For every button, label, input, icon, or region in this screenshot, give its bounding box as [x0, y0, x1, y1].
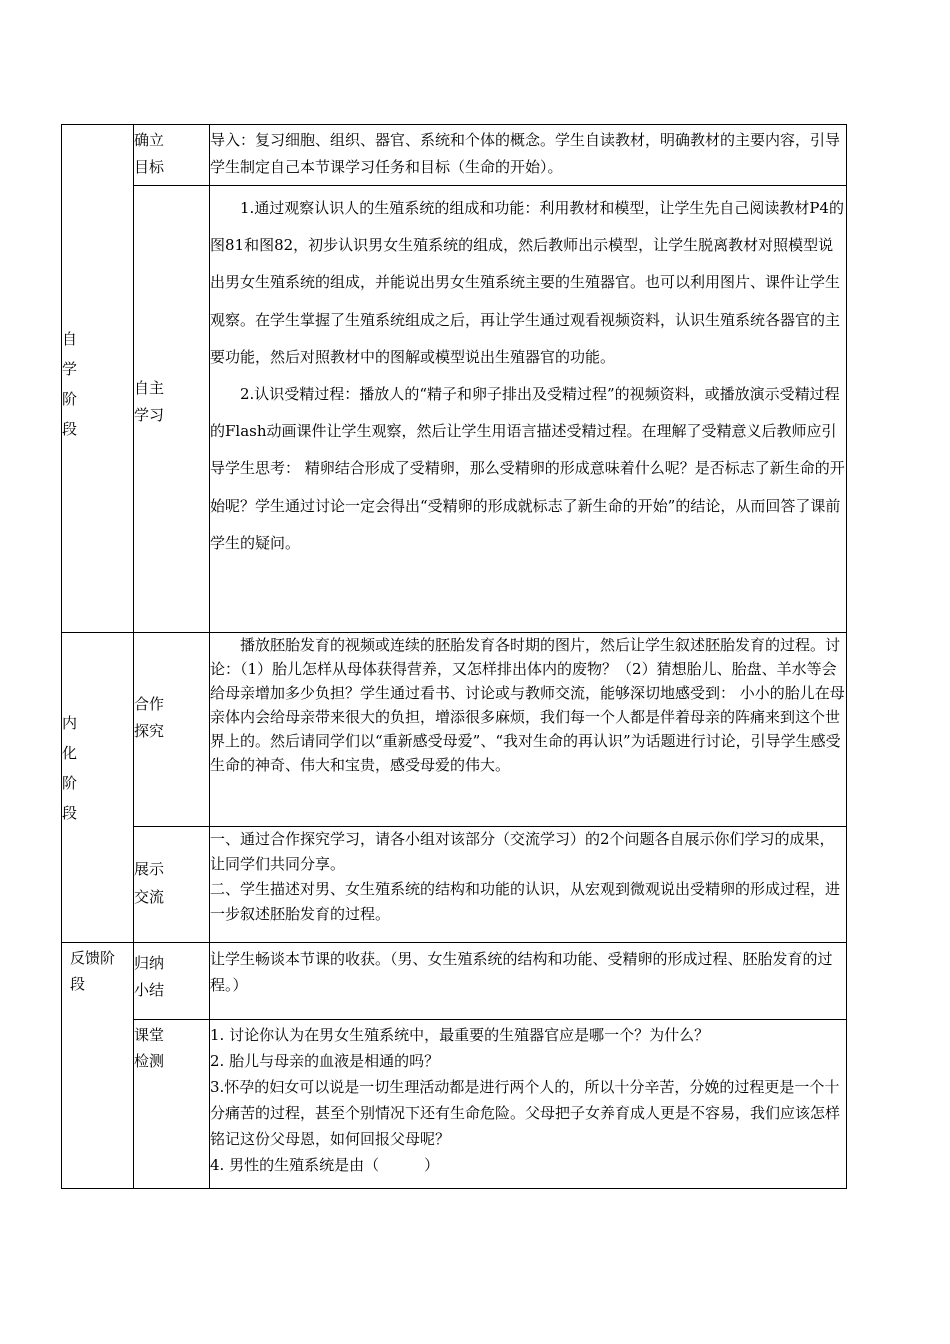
stage-char: 阶: [62, 773, 78, 792]
label-line: 课堂: [134, 1026, 165, 1044]
label-present: [134, 827, 210, 943]
label-line: 自主: [134, 379, 165, 397]
row-self-learning: [62, 186, 847, 633]
stage-char: 学: [62, 359, 78, 378]
row-present: [62, 827, 847, 943]
label-summary: [134, 943, 210, 1020]
label-line: 合作: [134, 694, 165, 713]
row-check: [62, 1020, 847, 1189]
cooperate-text: 播放胚胎发育的视频或连续的胚胎发育各时期的图片，然后让学生叙述胚胎发育的过程。讨论：（1）胎儿怎样从母体获得营养，又怎样排出体内的废物？（2）猜想胎儿、胎盘、羊水等会给母亲增加多少负担？学生通过看书、讨论或与教师交流，能够深切地感受到： 小小的胎儿在母亲体内会给母亲带来很大的负担，增添很多麻烦，我们每一个人都是伴着母亲的阵痛来到这个世界上的。然后请同学们以“重新感受母爱”、“我对生命的再认识”为话题进行讨论，引导学生感受生命的神奇、伟大和宝贵，感受母爱的伟大。: [210, 636, 845, 774]
label-line: 目标: [134, 158, 165, 176]
content-summary: [210, 943, 847, 1020]
label-line: 归纳: [134, 954, 165, 972]
stage-char: 内: [62, 713, 78, 732]
check-question-4: 4. 男性的生殖系统是由（ ）: [210, 1156, 440, 1174]
label-line: 探究: [134, 721, 165, 740]
label-line: 检测: [134, 1052, 165, 1070]
label-goal: [134, 125, 210, 186]
stage-char: 段: [62, 419, 78, 438]
stage-char: 化: [62, 743, 78, 762]
stage-char: 段: [70, 975, 86, 993]
content-goal: [210, 125, 847, 186]
label-line: 交流: [134, 887, 165, 906]
label-line: 展示: [134, 859, 165, 878]
label-line: 学习: [134, 406, 165, 424]
content-cooperate: [210, 633, 847, 827]
content-present: [210, 827, 847, 943]
goal-text: 导入：复习细胞、组织、器官、系统和个体的概念。学生自读教材，明确教材的主要内容，引导学生制定自己本节课学习任务和目标（生命的开始）。: [210, 131, 841, 176]
present-paragraph-2: 二、学生描述对男、女生殖系统的结构和功能的认识，从宏观到微观说出受精卵的形成过程，进一步叙述胚胎发育的过程。: [210, 880, 841, 923]
stage-char: 段: [62, 803, 78, 822]
self-learning-paragraph-1: 1.通过观察认识人的生殖系统的组成和功能：利用教材和模型，让学生先自己阅读教材P4的图81和图82，初步认识男女生殖系统的组成，然后教师出示模型，让学生脱离教材对照模型说出男女生殖系统的组成，并能说出男女生殖系统主要的生殖器官。也可以利用图片、课件让学生观察。在学生掌握了生殖系统组成之后，再让学生通过观看视频资料，认识生殖系统各器官的主要功能，然后对照教材中的图解或模型说出生殖器官的功能。: [210, 199, 844, 366]
row-summary: [62, 943, 847, 1020]
row-cooperate: [62, 633, 847, 827]
stage-internalize: [62, 633, 134, 943]
present-paragraph-1: 一、通过合作探究学习，请各小组对该部分（交流学习）的2个问题各自展示你们学习的成果，让同学们共同分享。: [210, 830, 835, 873]
stage-char: 阶: [62, 389, 78, 408]
content-check: [210, 1020, 847, 1189]
content-self-learning: [210, 186, 847, 633]
stage-feedback: [62, 943, 134, 1189]
summary-text: 让学生畅谈本节课的收获。（男、女生殖系统的结构和功能、受精卵的形成过程、胚胎发育的过程。）: [210, 950, 833, 994]
check-question-1: 1. 讨论你认为在男女生殖系统中，最重要的生殖器官应是哪一个？为什么？: [210, 1026, 710, 1044]
stage-self-study: [62, 125, 134, 633]
lesson-plan-table: [61, 124, 847, 1189]
label-cooperate: [134, 633, 210, 827]
check-question-3: 3.怀孕的妇女可以说是一切生理活动都是进行两个人的，所以十分辛苦，分娩的过程更是一个十分痛苦的过程，甚至个别情况下还有生命危险。父母把子女养育成人更是不容易，我们应该怎样铭记这份父母恩，如何回报父母呢？: [210, 1078, 841, 1148]
self-learning-paragraph-2: 2.认识受精过程：播放人的“精子和卵子排出及受精过程”的视频资料，或播放演示受精过程的Flash动画课件让学生观察，然后让学生用语言描述受精过程。在理解了受精意义后教师应引导学生思考： 精卵结合形成了受精卵，那么受精卵的形成意味着什么呢？是否标志了新生命的开始呢？学生通过讨论一定会得出“受精卵的形成就标志了新生命的开始”的结论，从而回答了课前学生的疑问。: [210, 385, 845, 552]
label-line: 小结: [134, 981, 165, 999]
check-question-2: 2. 胎儿与母亲的血液是相通的吗？: [210, 1052, 440, 1070]
stage-char: 自: [62, 329, 78, 348]
label-check: [134, 1020, 210, 1189]
label-line: 确立: [134, 131, 165, 149]
label-self-learning: [134, 186, 210, 633]
row-goal: [62, 125, 847, 186]
stage-char: 反馈阶: [70, 949, 116, 967]
